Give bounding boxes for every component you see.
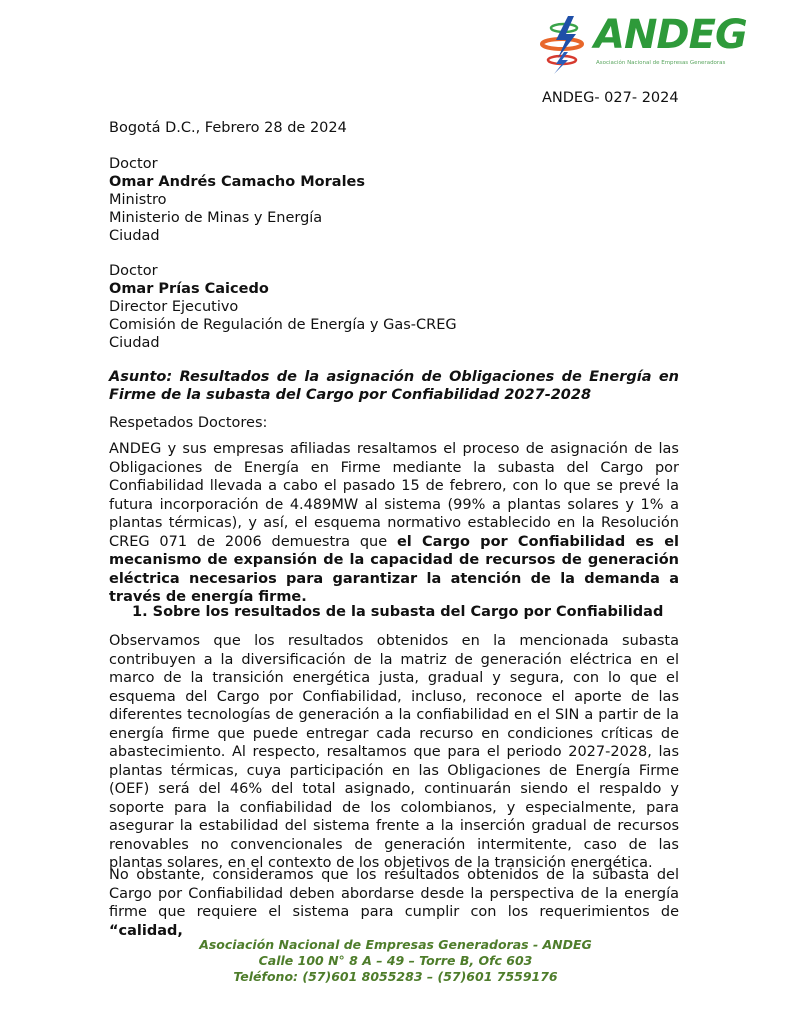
lightning-bolt-icon <box>538 14 594 74</box>
footer-phone: Teléfono: (57)601 8055283 – (57)601 7559176 <box>233 969 558 984</box>
recipient-position: Director Ejecutivo <box>109 299 239 315</box>
footer-organization: Asociación Nacional de Empresas Generadoras - ANDEG <box>199 937 592 952</box>
recipient-organization: Comisión de Regulación de Energía y Gas-CREG <box>109 317 457 333</box>
section-paragraph-1: Observamos que los resultados obtenidos en la mencionada subasta contribuyen a la diversificación de la matriz de generación eléctrica en el marco de la transición energética justa, gradual y segura, con lo que el esquema del Cargo por Confiabilidad, incluso, reconoce el aporte de las diferentes tecnologías de generación a la confiabilidad en el SIN a partir de la energía firme que puede entregar cada recurso en condiciones críticas de abastecimiento. Al respecto, resaltamos que para el periodo 2027-2028, las plantas térmicas, cuya participación en las Obligaciones de Energía Firme (OEF) será del 46% del total asignado, continuarán siendo el respaldo y soporte para la confiabilidad de los colombianos, y especialmente, para asegurar la estabilidad del sistema frente a la inserción gradual de recursos renovables no convencionales de generación intermitente, caso de las plantas solares, en el contexto de los objetivos de la transición energética. <box>109 633 679 871</box>
section-paragraph-2 <box>109 866 679 940</box>
document-reference: ANDEG- 027- 2024 <box>542 90 679 106</box>
recipient-name: Omar Prías Caicedo <box>109 281 269 297</box>
footer-address: Calle 100 N° 8 A – 49 – Torre B, Ofc 603 <box>258 953 533 968</box>
greeting: Respetados Doctores: <box>109 415 268 431</box>
recipient-name: Omar Andrés Camacho Morales <box>109 174 366 190</box>
logo-wordmark: ANDEG <box>594 12 747 58</box>
recipient-1 <box>109 155 365 245</box>
intro-paragraph <box>109 440 679 607</box>
intro-bold-text: el Cargo por Confiabilidad es el mecanismo de expansión de la capacidad de recursos de generación eléctrica necesarios para garantizar la atención de la demanda a través de energía firme. <box>109 533 679 605</box>
subject-line: Asunto: Resultados de la asignación de Obligaciones de Energía en Firme de la subasta del Cargo por Confiabilidad 2027-2028 <box>109 369 679 403</box>
andeg-logo <box>538 14 768 74</box>
recipient-city: Ciudad <box>109 335 160 351</box>
recipient-city: Ciudad <box>109 228 160 244</box>
logo-subtitle: Asociación Nacional de Empresas Generadoras <box>596 60 726 66</box>
letter-footer <box>0 937 791 985</box>
section-heading: 1. Sobre los resultados de la subasta del Cargo por Confiabilidad <box>132 604 664 620</box>
recipient-2 <box>109 262 457 352</box>
recipient-salutation: Doctor <box>109 263 158 279</box>
paragraph-bold-text: “calidad, <box>109 922 183 939</box>
recipient-organization: Ministerio de Minas y Energía <box>109 210 323 226</box>
recipient-position: Ministro <box>109 192 167 208</box>
intro-text: ANDEG y sus empresas afiliadas resaltamos el proceso de asignación de las Obligaciones de Energía en Firme mediante la subasta del Cargo por Confiabilidad llevada a cabo el pasado 15 de febrero, con lo que se prevé la futura incorporación de 4.489MW al sistema (99% a plantas solares y 1% a plantas térmicas), y así, el esquema normativo establecido en la Resolución CREG 071 de 2006 demuestra que <box>109 441 679 550</box>
paragraph-text: No obstante, consideramos que los resultados obtenidos de la subasta del Cargo por Confiabilidad deben abordarse desde la perspectiva de la energía firme que requiere el sistema para cumplir con los requerimientos de <box>109 867 679 920</box>
place-date: Bogotá D.C., Febrero 28 de 2024 <box>109 120 347 136</box>
recipient-salutation: Doctor <box>109 156 158 172</box>
